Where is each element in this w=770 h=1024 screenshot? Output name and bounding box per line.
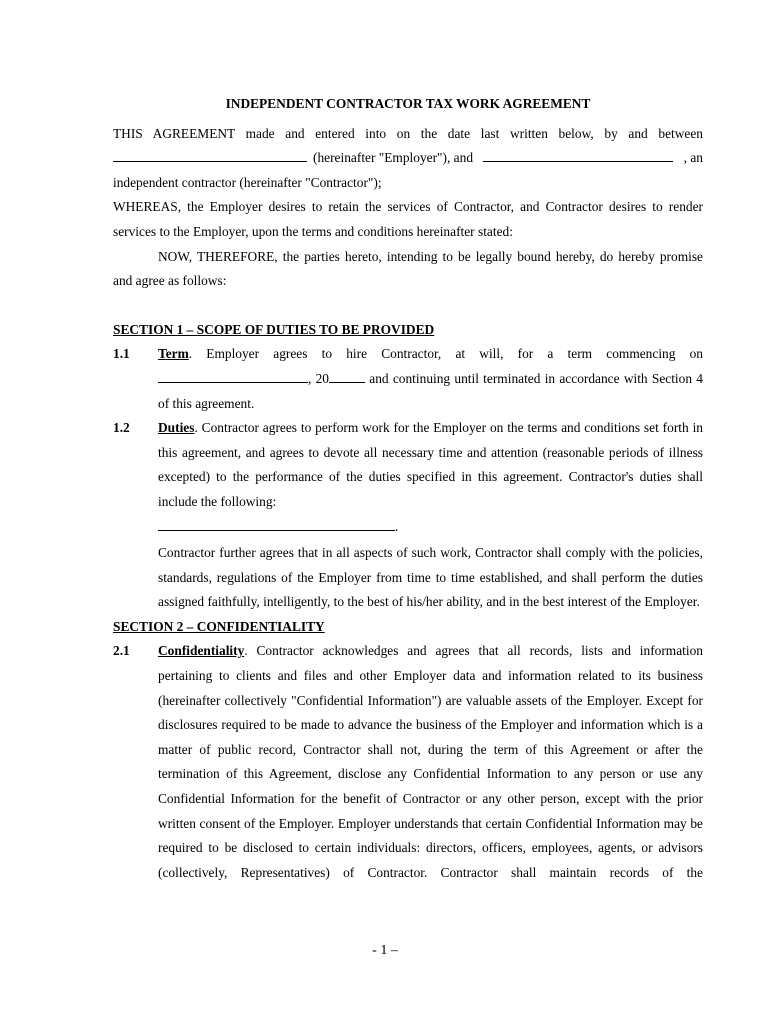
employer-label: (hereinafter "Employer"), and xyxy=(313,150,474,166)
clause-1-1-text-c: and continuing until terminated in accordance with Section 4 of this agreement. xyxy=(158,370,703,411)
clause-1-1-line-2 xyxy=(158,367,703,416)
clause-1-1 xyxy=(113,342,703,416)
contractor-name-blank[interactable] xyxy=(483,146,673,162)
duties-blank-line xyxy=(158,515,703,540)
whereas-paragraph: WHEREAS, the Employer desires to retain the services of Contractor, and Contractor desires to render services to the Employer, upon the terms and conditions hereinafter stated: xyxy=(113,199,703,239)
now-therefore-paragraph: NOW, THEREFORE, the parties hereto, intending to be legally bound hereby, do hereby promise and agree as follows: xyxy=(113,248,703,289)
clause-1-2 xyxy=(113,416,703,615)
term-label: Term xyxy=(158,346,189,362)
clause-2-1 xyxy=(113,639,703,885)
clause-1-1-number: 1.1 xyxy=(113,346,130,362)
intro-line-1: THIS AGREEMENT made and entered into on the date last written below, by and between xyxy=(113,125,703,141)
clause-1-1-line-1 xyxy=(158,342,703,367)
clause-2-1-number: 2.1 xyxy=(113,643,130,659)
section-2-heading: SECTION 2 – CONFIDENTIALITY xyxy=(113,618,325,634)
clause-1-2-number: 1.2 xyxy=(113,420,130,436)
clause-1-2-body xyxy=(158,416,703,615)
duties-blank[interactable] xyxy=(158,515,395,531)
clause-1-2-further: Contractor further agrees that in all aspects of such work, Contractor shall comply with the policies, standards, regulations of the Employer from time to time established, and shall perform the duties assigned faithfully, intelligently, to the best of his/her ability, and in the best interest of the Employer. xyxy=(158,545,703,610)
employer-name-blank[interactable] xyxy=(113,146,307,162)
clause-1-1-body xyxy=(158,342,703,416)
page-number: - 1 – xyxy=(372,943,398,958)
start-year-blank[interactable] xyxy=(329,367,365,383)
document-body xyxy=(113,92,703,885)
confidentiality-label: Confidentiality xyxy=(158,643,245,659)
clause-2-1-body xyxy=(158,639,703,885)
clause-2-1-text: . Contractor acknowledges and agrees that all records, lists and information pertaining to clients and files and other Employer data and information related to its business (hereinafter collectively "Confidential Information") are valuable assets of the Employer. Except for disclosures required to be made to advance the business of the Employer and information which is a matter of public record, Contractor shall not, during the term of this Agreement or after the termination of this Agreement, disclose any Confidential Information to any person or use any Confidential Information for the benefit of Contractor or any other person, except with the prior written consent of the Employer. Employer understands that certain Confidential Information may be required to be disclosed to certain individuals: directors, officers, employees, agents, or advisors (collectively, Representatives) of Contractor. Contractor shall maintain records of the xyxy=(158,643,703,880)
intro-parties-line xyxy=(113,146,703,171)
year-prefix: , 20 xyxy=(308,370,329,386)
clause-1-1-text-a: . Employer agrees to hire Contractor, at will, for a term commencing on xyxy=(188,346,703,362)
section-1-heading: SECTION 1 – SCOPE OF DUTIES TO BE PROVIDED xyxy=(113,321,435,337)
clause-1-2-paragraph xyxy=(158,416,703,514)
duties-blank-end: . xyxy=(395,518,399,534)
start-date-blank[interactable] xyxy=(158,367,308,383)
contractor-line: independent contractor (hereinafter "Contractor"); xyxy=(113,174,382,190)
document-title: INDEPENDENT CONTRACTOR TAX WORK AGREEMENT xyxy=(225,96,591,111)
duties-label: Duties xyxy=(158,420,195,436)
clause-1-2-text: . Contractor agrees to perform work for the Employer on the terms and conditions set forth in this agreement, and agrees to devote all necessary time and attention (reasonable periods of illness excepted) to the performance of the duties specified in this agreement. Contractor's duties shall include the following: xyxy=(158,420,703,509)
an-label: , an xyxy=(683,150,703,166)
